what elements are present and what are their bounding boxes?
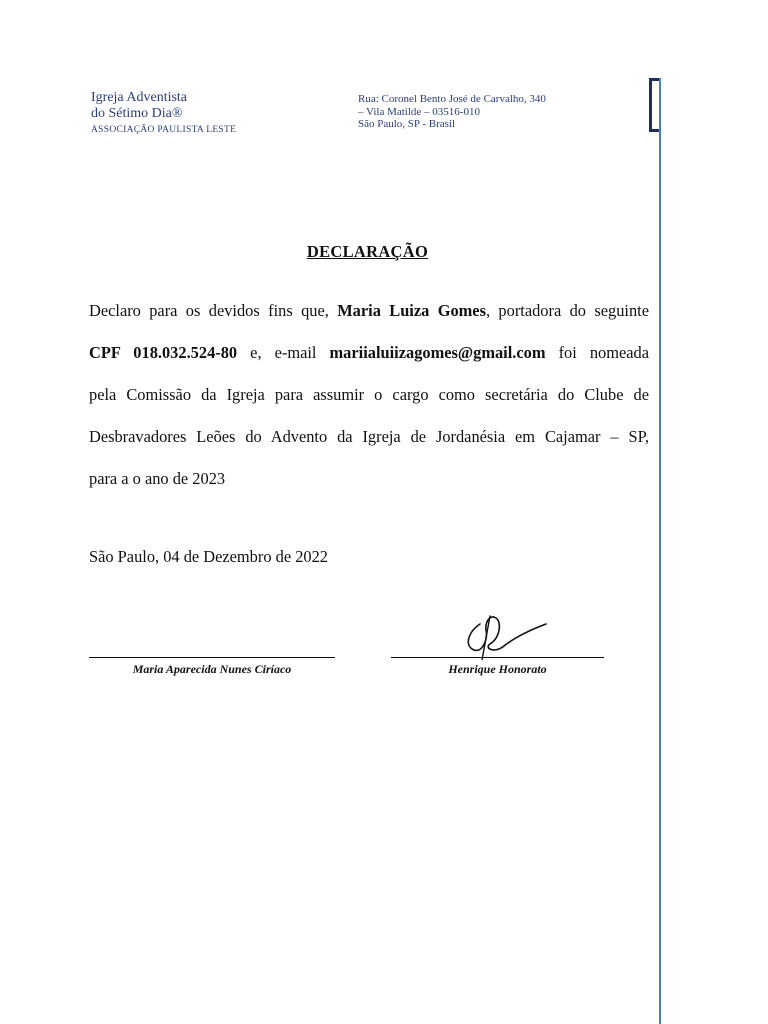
- document-date: São Paulo, 04 de Dezembro de 2022: [89, 547, 328, 566]
- org-association: ASSOCIAÇÃO PAULISTA LESTE: [91, 125, 237, 135]
- bracket-mark: [649, 78, 659, 132]
- signature-line-left: [89, 657, 335, 658]
- body-text-segment: e, e-mail: [237, 343, 330, 362]
- signature-line-right: [391, 657, 604, 658]
- address-block: [358, 93, 546, 131]
- cpf-number: CPF 018.032.524-80: [89, 343, 238, 362]
- body-line-5: para a o ano de 2023: [89, 469, 226, 488]
- person-name: Maria Luiza Gomes: [337, 301, 486, 320]
- signatory-name-right: Henrique Honorato: [448, 662, 547, 676]
- body-line-3: pela Comissão da Igreja para assumir o cargo como secretária do Clube de: [89, 385, 649, 404]
- address-line3: São Paulo, SP - Brasil: [358, 118, 456, 130]
- org-name-line2: do Sétimo Dia®: [91, 106, 183, 121]
- document-title: DECLARAÇÃO: [306, 242, 429, 261]
- declaration-body: [89, 290, 649, 500]
- body-text-segment: foi nomeada: [545, 343, 649, 362]
- body-line-1: [89, 290, 649, 332]
- body-line-2: [89, 332, 649, 374]
- margin-line: [659, 78, 661, 1024]
- body-text-segment: , portadora do seguinte: [485, 301, 649, 320]
- address-line1: Rua: Coronel Bento José de Carvalho, 340: [358, 93, 546, 105]
- body-line-4: Desbravadores Leões do Advento da Igreja de Jordanésia em Cajamar – SP,: [89, 427, 649, 446]
- body-text-segment: Declaro para os devidos fins que,: [89, 301, 338, 320]
- handwritten-signature: [460, 610, 550, 660]
- signatory-name-left: Maria Aparecida Nunes Ciríaco: [132, 662, 292, 676]
- organization-header: [91, 90, 236, 137]
- email-address: mariialuiizagomes@gmail.com: [329, 343, 546, 362]
- org-name-line1: Igreja Adventista: [91, 90, 188, 105]
- address-line2: – Vila Matilde – 03516-010: [358, 105, 480, 118]
